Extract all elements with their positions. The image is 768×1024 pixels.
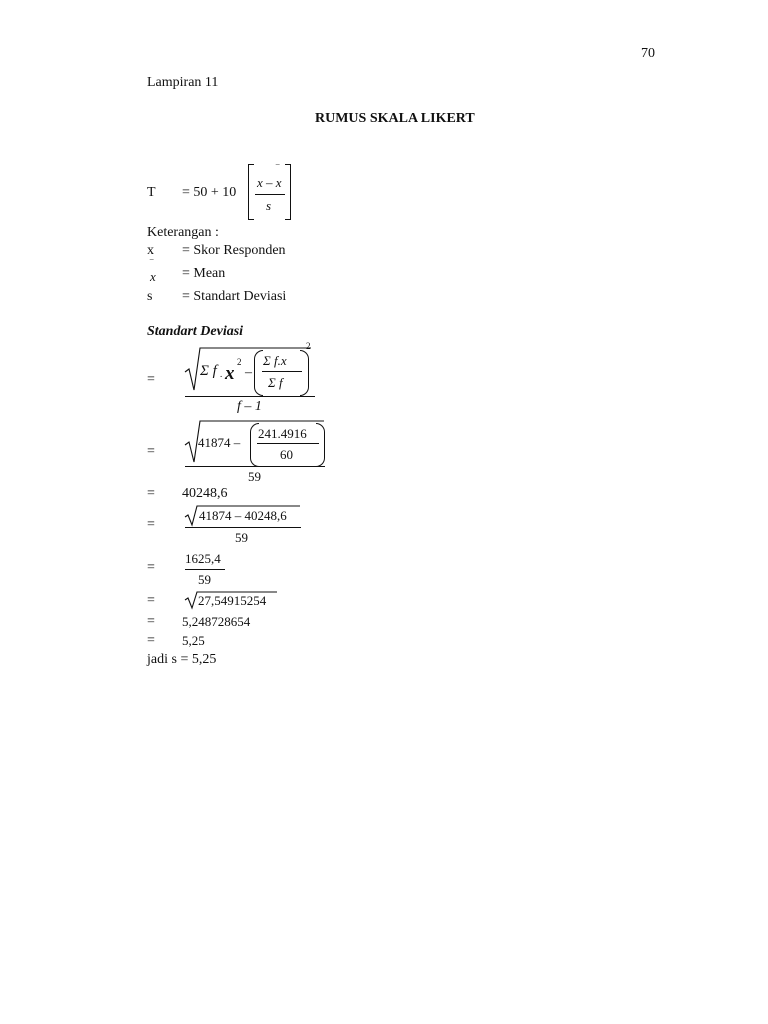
numerator: 41874 – 40248,6 (199, 508, 287, 523)
variable-x: x (225, 363, 235, 384)
legend-desc: = Standart Deviasi (182, 289, 287, 304)
legend-heading: Keterangan : (147, 225, 219, 240)
fraction-line (185, 396, 315, 397)
denominator: 59 (198, 572, 211, 587)
equals-sign: = (147, 633, 155, 648)
denominator: f – 1 (237, 399, 262, 414)
inner-numerator: 241.4916 (258, 426, 307, 441)
fraction-line (257, 443, 319, 444)
equals-sign: = (147, 614, 155, 629)
step-3-value: 40248,6 (182, 486, 228, 501)
conclusion: jadi s = 5,25 (147, 652, 217, 667)
equals-sign: = (147, 593, 155, 608)
paren-right (316, 423, 325, 467)
bar-symbol: ‾ (150, 260, 154, 271)
fraction-line (185, 527, 301, 528)
legend-symbol-mean: x (150, 269, 156, 284)
exponent: 2 (237, 357, 242, 367)
step-7-value: 5,248728654 (182, 614, 251, 629)
equals-sign: = (147, 372, 155, 387)
bar-symbol: ‾ (276, 165, 280, 176)
fraction-line (185, 466, 325, 467)
equals-sign: = (147, 560, 155, 575)
inner-denominator: Σ f (268, 375, 283, 390)
legend-desc: = Skor Responden (182, 243, 286, 258)
formula-t-denominator: s (266, 198, 272, 213)
paren-left (254, 350, 263, 396)
minus-sign: – (245, 365, 252, 380)
denominator: 59 (248, 469, 261, 484)
page-title: RUMUS SKALA LIKERT (315, 111, 475, 126)
equals-sign: = (147, 486, 155, 501)
step-8-value: 5,25 (182, 633, 205, 648)
denominator: 59 (235, 530, 248, 545)
legend-symbol: x (147, 243, 154, 258)
formula-t-lhs: T (147, 185, 156, 200)
inner-denominator: 60 (280, 447, 293, 462)
inner-numerator: Σ f.x (263, 353, 287, 368)
sum-f: Σ f (200, 363, 217, 379)
outer-exponent: 2 (306, 341, 311, 351)
equals-sign: = (147, 444, 155, 459)
step-6-value: 27,54915254 (198, 593, 267, 608)
fraction-line (185, 569, 225, 570)
equals-sign: = (147, 517, 155, 532)
numerator: 1625,4 (185, 551, 221, 566)
legend-desc: = Mean (182, 266, 226, 281)
formula-t-prefix: = 50 + 10 (182, 185, 237, 200)
fraction-line (262, 371, 302, 372)
paren-right (300, 350, 309, 396)
formula-t-numerator: x – x (257, 175, 282, 190)
lead-value: 41874 – (198, 435, 241, 450)
appendix-label: Lampiran 11 (147, 75, 219, 90)
page-number: 70 (641, 46, 655, 61)
dot: . (220, 369, 223, 379)
legend-symbol: s (147, 289, 153, 304)
std-dev-heading: Standart Deviasi (147, 324, 244, 339)
